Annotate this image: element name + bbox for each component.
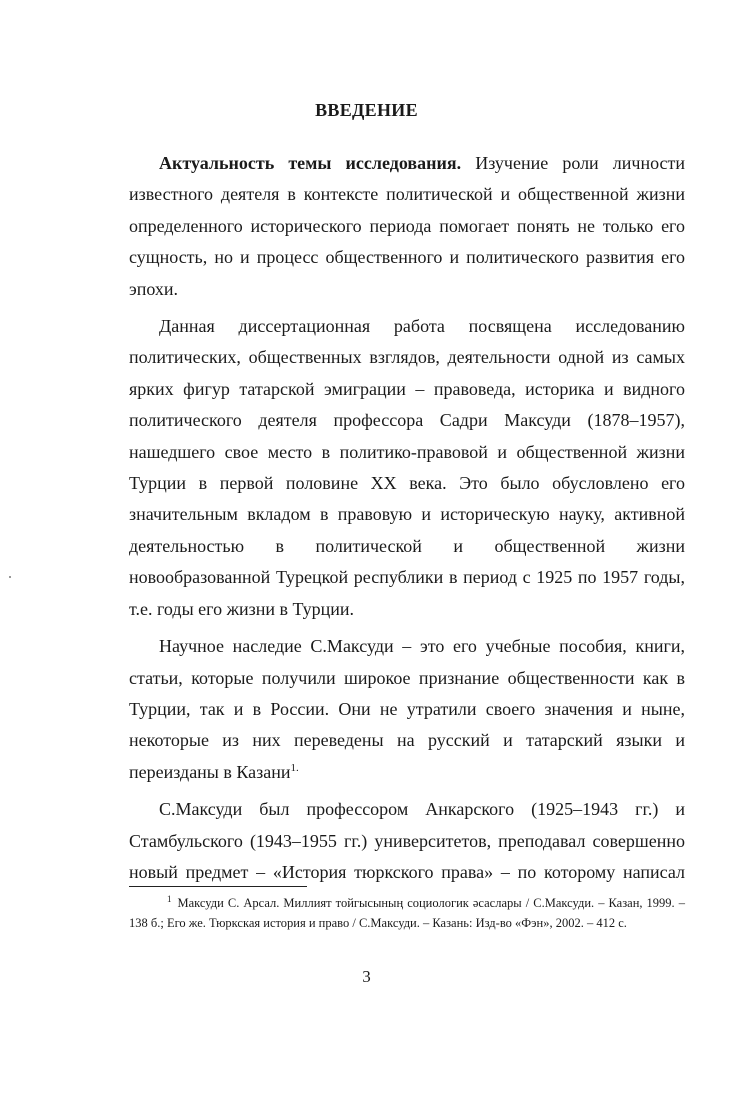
paragraph-relevance	[129, 148, 685, 305]
body-text	[129, 148, 685, 888]
paragraph-legacy-text: Научное наследие С.Максуди – это его учебные пособия, книги, статьи, которые получили широкое признание общественности как в Турции, так и в России. Они не утратили своего значения и ныне, некоторые из них переведены на русский и татарский языки и переизданы в Казани	[129, 636, 685, 782]
footnote-mark: 1	[167, 893, 172, 904]
paragraph-dissertation: Данная диссертационная работа посвящена исследованию политических, общественных взглядов, деятельности одной из самых ярких фигур татарской эмиграции – правоведа, историка и видного политического деятеля профессора Садри Максуди (1878–1957), нашедшего свое место в политико-правовой и общественной жизни Турции в первой половине XX века. Это было обусловлено его значительным вкладом в правовую и историческую науку, активной деятельностью в политической и общественной жизни новообразованной Турецкой республики в период с 1925 по 1957 годы, т.е. годы его жизни в Турции.	[129, 316, 685, 619]
paragraph-legacy	[129, 631, 685, 788]
footnote-text: Максуди С. Арсал. Миллият тойгысының социологик әсаслары / С.Максуди. – Казан, 1999. – 138 б.; Его же. Тюркская история и право / С.Максуди. – Казань: Изд-во «Фэн», 2002. – 412 с.	[129, 896, 685, 930]
section-heading: ВВЕДЕНИЕ	[315, 100, 418, 120]
paragraph-lead: Актуальность темы исследования.	[159, 153, 462, 173]
paragraph-relevance-text: Изучение роли личности известного деятеля в контексте политической и общественной жизни определенного исторического периода помогает понять не только его сущность, но и процесс общественного и политического развития его эпохи.	[129, 153, 686, 299]
footnote-divider	[129, 886, 307, 887]
scan-speck	[9, 576, 11, 578]
paragraph-professorship: С.Максуди был профессором Анкарского (1925–1943 гг.) и Стамбульского (1943–1955 гг.) университетов, преподавал совершенно новый предмет – «История тюркского права» – по которому написал	[129, 799, 685, 882]
footnote-reference[interactable]: 1.	[290, 761, 299, 774]
footnote	[129, 893, 685, 933]
page-number: 3	[362, 967, 371, 986]
